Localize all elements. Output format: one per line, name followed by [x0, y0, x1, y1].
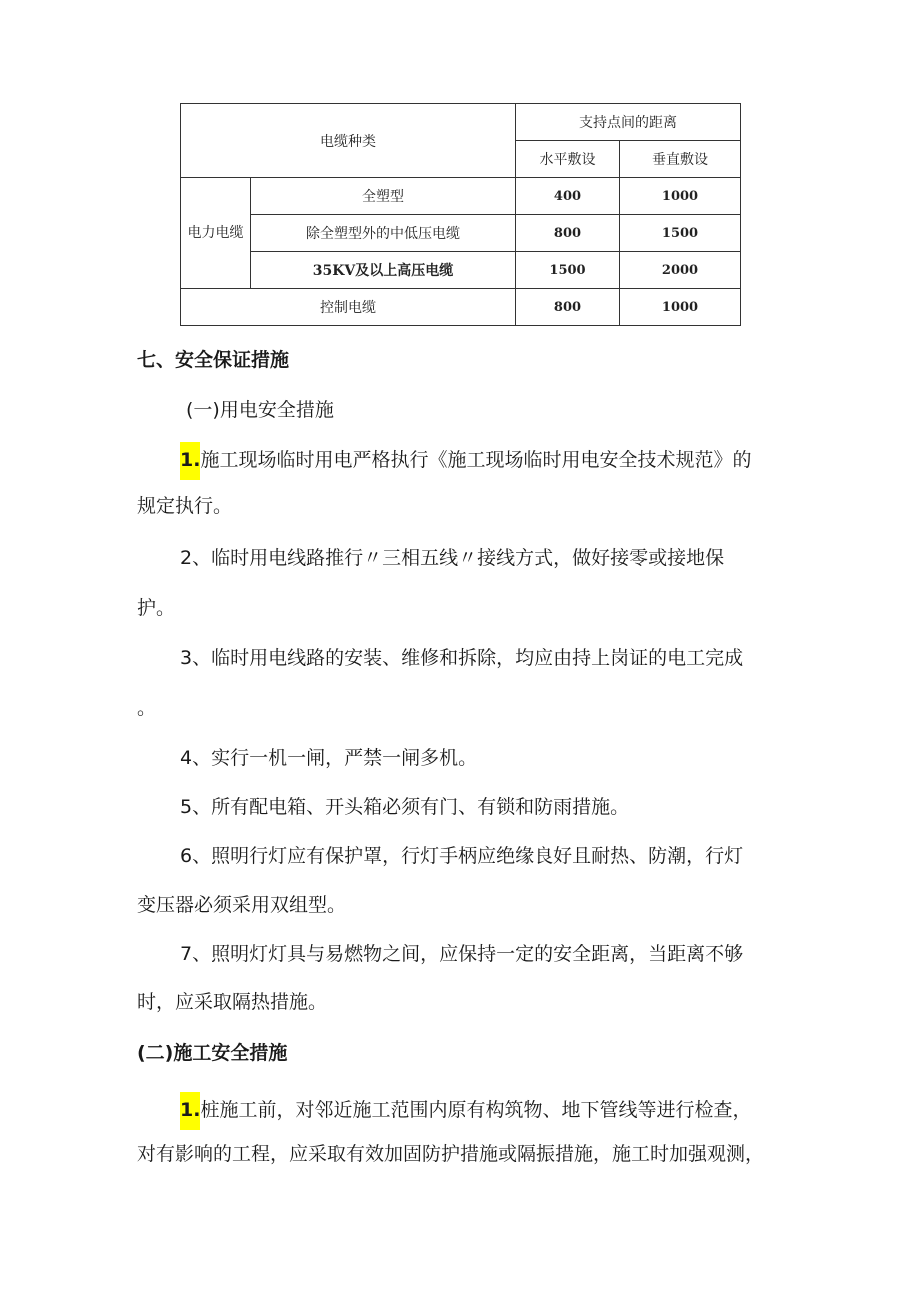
row-control-cable: 控制电缆: [181, 289, 516, 326]
header-cable-type: 电缆种类: [181, 104, 516, 178]
item-number-highlight: 1.: [180, 442, 200, 480]
item-text-continued: 变压器必须采用双组型。: [137, 894, 347, 916]
list-item: 7、照明灯灯具与易燃物之间，应保持一定的安全距离，当距离不够: [180, 943, 744, 965]
header-support-distance: 支持点间的距离: [516, 104, 741, 141]
list-item: [180, 442, 751, 480]
item-text-continued: 。: [137, 697, 157, 719]
item-text-continued: 对有影响的工程，应采取有效加固防护措施或隔振措施，施工时加强观测，: [137, 1143, 765, 1165]
row-horizontal: 1500: [516, 252, 620, 289]
item-number-highlight: 1.: [180, 1092, 200, 1130]
row-name: 35KV及以上高压电缆: [251, 252, 516, 289]
header-horizontal: 水平敷设: [516, 141, 620, 178]
row-vertical: 2000: [620, 252, 741, 289]
header-vertical: 垂直敷设: [620, 141, 741, 178]
item-text-continued: 规定执行。: [137, 495, 233, 517]
row-horizontal: 800: [516, 289, 620, 326]
group-power-cable: 电力电缆: [181, 178, 251, 289]
subsection-title: (一)用电安全措施: [186, 399, 334, 421]
row-vertical: 1000: [620, 178, 741, 215]
item-text-continued: 时，应采取隔热措施。: [137, 991, 328, 1013]
list-item: [180, 1092, 751, 1130]
row-vertical: 1500: [620, 215, 741, 252]
list-item: 6、照明行灯应有保护罩，行灯手柄应绝缘良好且耐热、防潮，行灯: [180, 845, 744, 867]
section-title: 七、安全保证措施: [137, 349, 290, 371]
row-name: 全塑型: [251, 178, 516, 215]
item-text: 桩施工前，对邻近施工范围内原有构筑物、地下管线等进行检查，: [200, 1099, 752, 1121]
row-name: 除全塑型外的中低压电缆: [251, 215, 516, 252]
list-item: 3、临时用电线路的安装、维修和拆除，均应由持上岗证的电工完成: [180, 647, 744, 669]
list-item: 4、实行一机一闸，严禁一闸多机。: [180, 747, 478, 769]
list-item: 2、临时用电线路推行〃三相五线〃接线方式，做好接零或接地保: [180, 547, 725, 569]
row-horizontal: 800: [516, 215, 620, 252]
item-text: 施工现场临时用电严格执行《施工现场临时用电安全技术规范》的: [200, 449, 752, 471]
subsection-title: (二)施工安全措施: [137, 1042, 288, 1064]
item-text-continued: 护。: [137, 597, 176, 619]
row-vertical: 1000: [620, 289, 741, 326]
cable-support-distance-table: [180, 103, 741, 326]
list-item: 5、所有配电箱、开头箱必须有门、有锁和防雨措施。: [180, 796, 630, 818]
row-horizontal: 400: [516, 178, 620, 215]
